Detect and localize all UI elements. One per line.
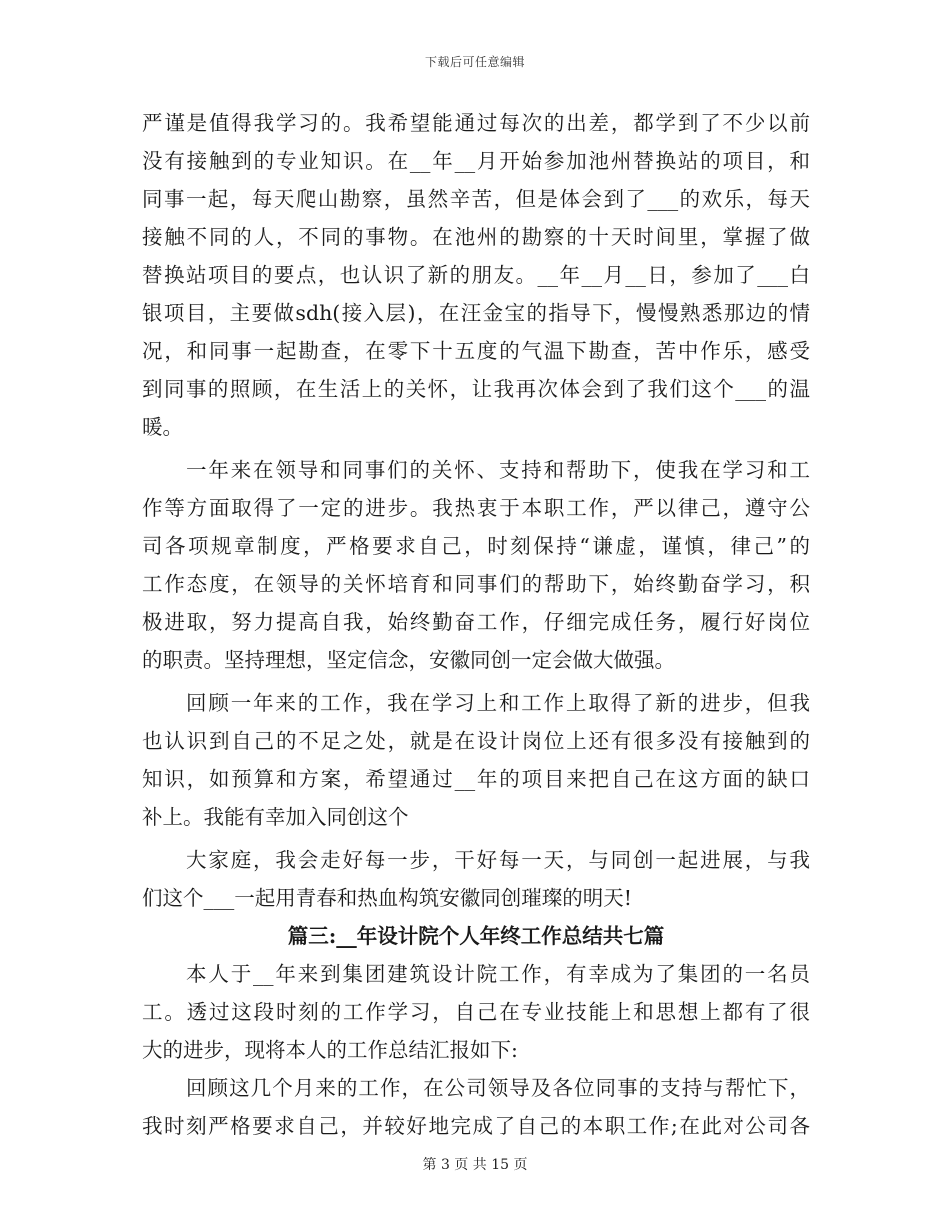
- body-line: 况，和同事一起勘查，在零下十五度的气温下勘查，苦中作乐，感受: [142, 339, 810, 363]
- body-line: 知识，如预算和方案，希望通过__年的项目来把自己在这方面的缺口: [142, 767, 810, 791]
- body-line: 银项目，主要做sdh(接入层)，在汪金宝的指导下，慢慢熟悉那边的情: [142, 301, 810, 325]
- page-header: 下载后可任意编辑: [424, 55, 525, 69]
- body-line: 同事一起，每天爬山勘察，虽然辛苦，但是体会到了___的欢乐，每天: [142, 187, 810, 211]
- body-line: 回顾这几个月来的工作，在公司领导及各位同事的支持与帮忙下，: [186, 1076, 810, 1100]
- body-line: 严谨是值得我学习的。我希望能通过每次的出差，都学到了不少以前: [142, 111, 810, 135]
- body-line: 暖。: [142, 415, 183, 439]
- body-line: 大的进步，现将本人的工作总结汇报如下:: [142, 1038, 518, 1062]
- body-line: 工作态度，在领导的关怀培育和同事们的帮助下，始终勤奋学习，积: [142, 572, 810, 596]
- body-line: 司各项规章制度，严格要求自己，时刻保持“谦虚，谨慎，律己”的: [142, 534, 810, 558]
- body-line: 没有接触到的专业知识。在__年__月开始参加池州替换站的项目，和: [142, 149, 810, 173]
- body-line: 接触不同的人，不同的事物。在池州的勘察的十天时间里，掌握了做: [142, 225, 810, 249]
- body-line: 们这个___一起用青春和热血构筑安徽同创璀璨的明天!: [142, 886, 632, 910]
- body-line: 一年来在领导和同事们的关怀、支持和帮助下，使我在学习和工: [186, 458, 810, 482]
- body-line: 到同事的照顾，在生活上的关怀，让我再次体会到了我们这个___的温: [142, 377, 810, 401]
- body-line: 极进取，努力提高自我，始终勤奋工作，仔细完成任务，履行好岗位: [142, 610, 810, 634]
- body-line: 工。透过这段时刻的工作学习，自己在专业技能上和思想上都有了很: [142, 1000, 810, 1024]
- page-footer: 第 3 页 共 15 页: [422, 1157, 528, 1173]
- body-line: 回顾一年来的工作，我在学习上和工作上取得了新的进步，但我: [186, 691, 810, 715]
- document-body: [142, 104, 810, 1145]
- body-line: 我时刻严格要求自己，并较好地完成了自己的本职工作;在此对公司各: [142, 1114, 810, 1138]
- body-line: 大家庭，我会走好每一步，干好每一天，与同创一起进展，与我: [186, 848, 810, 872]
- body-line: 也认识到自己的不足之处，就是在设计岗位上还有很多没有接触到的: [142, 729, 810, 753]
- section-title: 篇三:__年设计院个人年终工作总结共七篇: [287, 924, 665, 948]
- body-line: 本人于__年来到集团建筑设计院工作，有幸成为了集团的一名员: [186, 962, 810, 986]
- body-line: 补上。我能有幸加入同创这个: [142, 805, 409, 829]
- body-line: 作等方面取得了一定的进步。我热衷于本职工作，严以律己，遵守公: [142, 496, 810, 520]
- body-line: 的职责。坚持理想，坚定信念，安徽同创一定会做大做强。: [142, 648, 675, 672]
- body-line: 替换站项目的要点，也认识了新的朋友。__年__月__日，参加了___白: [142, 263, 810, 287]
